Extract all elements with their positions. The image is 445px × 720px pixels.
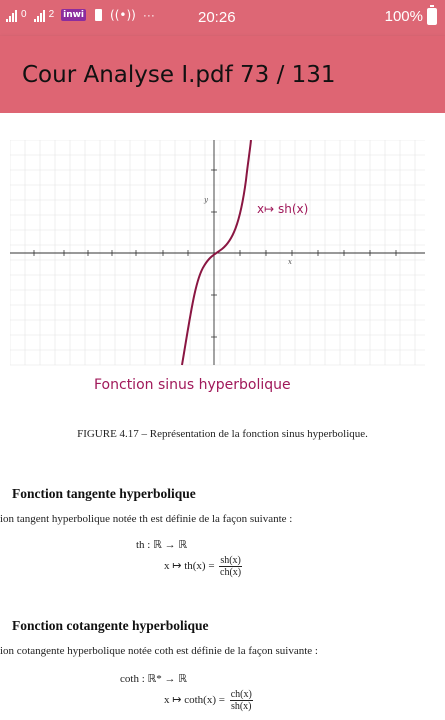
signal-icon [34, 9, 45, 22]
tanh-fraction [219, 555, 242, 578]
tanh-denominator: ch(x) [220, 567, 242, 578]
pdf-page[interactable] [0, 113, 445, 720]
sinh-curve [182, 140, 251, 365]
function-label: x↦ sh(x) [257, 202, 309, 216]
sim2-label: 2 [48, 9, 55, 20]
tanh-formula-left: x ↦ th(x) = [164, 560, 215, 573]
x-axis-label: x [288, 258, 292, 266]
coth-denominator: sh(x) [230, 701, 252, 712]
status-icons-right [385, 8, 437, 25]
sinh-graph [10, 140, 425, 395]
y-axis-label: y [204, 196, 208, 204]
coth-formula-left: x ↦ coth(x) = [164, 694, 225, 707]
status-bar [0, 0, 445, 36]
section-title-tanh: Fonction tangente hyperbolique [12, 486, 196, 501]
coth-fraction [230, 689, 253, 712]
tanh-numerator: sh(x) [220, 555, 241, 566]
status-icons-left [6, 8, 155, 22]
signal-icon [6, 9, 17, 22]
app-bar [0, 36, 445, 113]
tanh-mapping: th : ℝ → ℝ [136, 539, 188, 551]
phone-battery-icon [95, 9, 102, 21]
section-text-coth: ion cotangente hyperbolique notée coth est définie de la façon suivante : [0, 645, 318, 657]
coth-mapping: coth : ℝ* → ℝ [120, 673, 187, 685]
clock: 20:26 [198, 9, 236, 26]
figure-caption: FIGURE 4.17 – Représentation de la fonction sinus hyperbolique. [77, 428, 368, 440]
coth-formula [164, 689, 253, 712]
more-notifications-icon: ··· [142, 8, 155, 22]
section-text-tanh: ion tangent hyperbolique notée th est définie de la façon suivante : [0, 513, 293, 525]
section-title-coth: Fonction cotangente hyperbolique [12, 618, 209, 633]
carrier-badge: inwi [63, 10, 85, 20]
tanh-formula [164, 555, 242, 578]
plot-title: Fonction sinus hyperbolique [94, 377, 291, 393]
document-title: Cour Analyse I.pdf 73 / 131 [22, 62, 336, 88]
hotspot-icon: ((•)) [110, 8, 136, 22]
coth-numerator: ch(x) [230, 689, 252, 700]
battery-icon [427, 8, 437, 25]
sim1-label: 0 [21, 9, 27, 20]
battery-percent: 100% [384, 8, 423, 25]
